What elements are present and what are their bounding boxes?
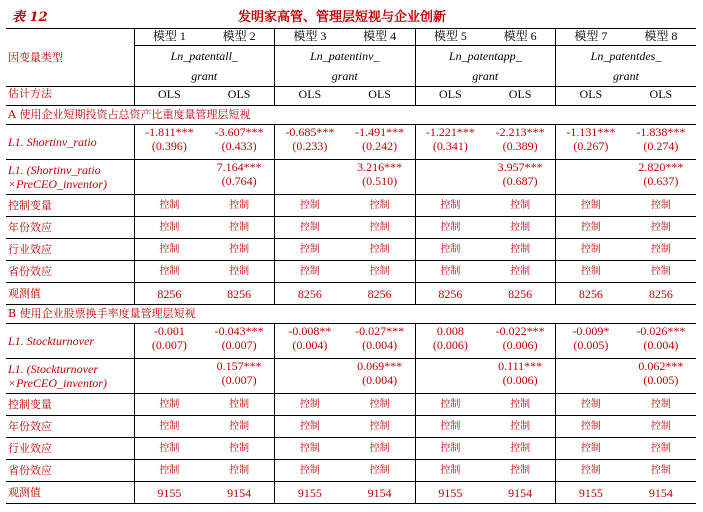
control-cell: 控制 — [485, 217, 555, 239]
control-cell: 控制 — [556, 460, 626, 482]
coef-cell — [134, 359, 204, 394]
coefficient: -1.131*** — [566, 125, 616, 139]
control-cell: 控制 — [556, 217, 626, 239]
std-error: (0.006) — [432, 338, 468, 352]
control-cell: 控制 — [345, 416, 415, 438]
coefficient: -0.022*** — [495, 324, 545, 338]
control-row — [6, 261, 696, 283]
control-cell: 控制 — [204, 239, 274, 261]
coef-cell — [275, 125, 345, 160]
dependent-var-line2: grant — [331, 69, 358, 83]
observations-cell: 9154 — [485, 482, 555, 504]
coef-cell — [485, 125, 555, 160]
method-cell: OLS — [626, 87, 696, 106]
control-cell: 控制 — [415, 217, 485, 239]
control-cell: 控制 — [626, 261, 696, 283]
method-label: 估计方法 — [6, 87, 134, 106]
control-cell: 控制 — [134, 394, 204, 416]
model-header: 模型 5 — [415, 29, 485, 46]
coef-cell — [556, 324, 626, 359]
control-cell: 控制 — [275, 195, 345, 217]
std-error: (0.510) — [362, 174, 398, 188]
std-error: (0.004) — [292, 338, 328, 352]
control-cell: 控制 — [345, 195, 415, 217]
coefficient: 3.216*** — [357, 160, 403, 174]
dependent-var-line1: Ln_patentapp_ — [448, 49, 522, 63]
model-header: 模型 3 — [275, 29, 345, 46]
coefficient: 0.069*** — [357, 359, 403, 373]
std-error: (0.341) — [432, 139, 468, 153]
coefficient: 7.164*** — [216, 160, 262, 174]
coefficient: -0.043*** — [214, 324, 264, 338]
std-error: (0.637) — [643, 174, 679, 188]
control-cell: 控制 — [134, 239, 204, 261]
control-cell: 控制 — [626, 416, 696, 438]
control-cell: 控制 — [134, 460, 204, 482]
method-cell: OLS — [345, 87, 415, 106]
observations-cell: 8256 — [275, 283, 345, 305]
method-cell: OLS — [275, 87, 345, 106]
control-cell: 控制 — [345, 217, 415, 239]
regression-table — [6, 28, 696, 504]
std-error: (0.396) — [151, 139, 187, 153]
control-cell: 控制 — [626, 394, 696, 416]
coef-cell — [415, 125, 485, 160]
control-cell: 控制 — [275, 460, 345, 482]
control-cell: 控制 — [556, 239, 626, 261]
control-label: 行业效应 — [6, 438, 134, 460]
control-cell: 控制 — [556, 394, 626, 416]
coef-cell — [134, 125, 204, 160]
observations-row — [6, 482, 696, 504]
dependent-var-cell — [415, 46, 556, 87]
control-cell: 控制 — [485, 261, 555, 283]
control-label: 省份效应 — [6, 460, 134, 482]
coef-cell — [204, 160, 274, 195]
observations-label: 观测值 — [6, 283, 134, 305]
coefficient: 0.157*** — [216, 359, 262, 373]
observations-cell: 8256 — [556, 283, 626, 305]
interaction-label-line2: ×PreCEO_inventor) — [8, 376, 107, 390]
coef-cell — [345, 324, 415, 359]
control-cell: 控制 — [415, 416, 485, 438]
std-error: (0.242) — [362, 139, 398, 153]
coefficient: 0.111*** — [498, 359, 543, 373]
coef-cell — [345, 160, 415, 195]
interaction-label-line2: ×PreCEO_inventor) — [8, 177, 107, 191]
panel-title-row — [6, 305, 696, 324]
control-row — [6, 438, 696, 460]
dependent-var-line2: grant — [191, 69, 218, 83]
std-error: (0.004) — [643, 338, 679, 352]
std-error: (0.007) — [221, 338, 257, 352]
control-row — [6, 416, 696, 438]
std-error: (0.007) — [221, 373, 257, 387]
control-label: 控制变量 — [6, 195, 134, 217]
control-cell: 控制 — [204, 394, 274, 416]
control-cell: 控制 — [485, 416, 555, 438]
table-caption — [0, 0, 703, 26]
coef-cell — [275, 324, 345, 359]
control-cell: 控制 — [485, 438, 555, 460]
control-cell: 控制 — [626, 195, 696, 217]
control-cell: 控制 — [134, 438, 204, 460]
coefficient: -0.009* — [572, 324, 610, 338]
observations-cell: 8256 — [204, 283, 274, 305]
coef-cell — [556, 359, 626, 394]
observations-label: 观测值 — [6, 482, 134, 504]
control-row — [6, 217, 696, 239]
model-header: 模型 7 — [556, 29, 626, 46]
std-error: (0.274) — [643, 139, 679, 153]
control-cell: 控制 — [275, 438, 345, 460]
coefficient: 3.957*** — [497, 160, 543, 174]
table-title: 发明家高管、管理层短视与企业创新 — [238, 10, 447, 25]
dependent-var-line2: grant — [612, 69, 639, 83]
coef-cell — [626, 359, 696, 394]
coef-cell — [275, 359, 345, 394]
control-cell: 控制 — [275, 239, 345, 261]
coef-cell — [556, 160, 626, 195]
control-cell: 控制 — [415, 261, 485, 283]
observations-cell: 9154 — [204, 482, 274, 504]
method-cell: OLS — [556, 87, 626, 106]
std-error: (0.004) — [362, 373, 398, 387]
std-error: (0.233) — [292, 139, 328, 153]
variable-label: L1. Shortinv_ratio — [6, 125, 134, 160]
observations-cell: 8256 — [485, 283, 555, 305]
std-error: (0.006) — [502, 373, 538, 387]
interaction-label-line1: L1. (Shortinv_ratio — [8, 163, 101, 177]
control-cell: 控制 — [134, 195, 204, 217]
method-row — [6, 87, 696, 106]
observations-cell: 9155 — [556, 482, 626, 504]
coef-cell — [134, 324, 204, 359]
std-error: (0.004) — [362, 338, 398, 352]
observations-cell: 9155 — [275, 482, 345, 504]
method-cell: OLS — [134, 87, 204, 106]
coefficient: -0.001 — [153, 324, 185, 338]
variable-label: L1. Stockturnover — [6, 324, 134, 359]
control-label: 行业效应 — [6, 239, 134, 261]
control-cell: 控制 — [275, 416, 345, 438]
observations-cell: 9155 — [134, 482, 204, 504]
method-cell: OLS — [415, 87, 485, 106]
coef-cell — [204, 359, 274, 394]
table-label: 表 12 — [12, 10, 48, 25]
dependent-var-cell — [275, 46, 416, 87]
coef-cell — [626, 125, 696, 160]
control-cell: 控制 — [415, 438, 485, 460]
interaction-row — [6, 359, 696, 394]
observations-cell: 8256 — [626, 283, 696, 305]
control-cell: 控制 — [204, 195, 274, 217]
interaction-label — [6, 160, 134, 195]
dependent-var-line1: Ln_patentinv_ — [310, 49, 380, 63]
model-header: 模型 1 — [134, 29, 204, 46]
control-row — [6, 239, 696, 261]
coef-cell — [204, 324, 274, 359]
control-cell: 控制 — [345, 460, 415, 482]
coefficient: -0.685*** — [285, 125, 335, 139]
control-cell: 控制 — [204, 217, 274, 239]
std-error: (0.764) — [221, 174, 257, 188]
panel-title-row — [6, 106, 696, 125]
coefficient: -3.607*** — [214, 125, 264, 139]
control-cell: 控制 — [345, 261, 415, 283]
control-row — [6, 394, 696, 416]
model-header-row — [6, 29, 696, 46]
control-cell: 控制 — [415, 460, 485, 482]
coefficient: 2.820*** — [638, 160, 684, 174]
observations-row — [6, 283, 696, 305]
observations-cell: 9154 — [626, 482, 696, 504]
std-error: (0.433) — [221, 139, 257, 153]
coefficient: -1.838*** — [636, 125, 686, 139]
control-label: 控制变量 — [6, 394, 134, 416]
dependent-var-line1: Ln_patentdes_ — [590, 49, 662, 63]
control-cell: 控制 — [626, 239, 696, 261]
coef-cell — [345, 125, 415, 160]
control-cell: 控制 — [275, 394, 345, 416]
control-cell: 控制 — [626, 217, 696, 239]
dependent-var-cell — [134, 46, 275, 87]
observations-cell: 9154 — [345, 482, 415, 504]
observations-cell: 9155 — [415, 482, 485, 504]
panel-title: A 使用企业短期投资占总资产比重度量管理层短视 — [6, 106, 696, 125]
coef-cell — [626, 160, 696, 195]
control-cell: 控制 — [345, 239, 415, 261]
control-cell: 控制 — [415, 239, 485, 261]
coef-cell — [415, 359, 485, 394]
dependent-var-line1: Ln_patentall_ — [170, 49, 238, 63]
control-cell: 控制 — [275, 217, 345, 239]
control-cell: 控制 — [345, 438, 415, 460]
observations-cell: 8256 — [134, 283, 204, 305]
coefficient: 0.008 — [436, 324, 464, 338]
coef-cell — [485, 359, 555, 394]
coef-cell — [415, 324, 485, 359]
dependent-var-cell — [556, 46, 697, 87]
coefficient: -0.026*** — [636, 324, 686, 338]
control-row — [6, 195, 696, 217]
model-header: 模型 4 — [345, 29, 415, 46]
model-header: 模型 6 — [485, 29, 555, 46]
header-blank-cell — [6, 29, 134, 87]
control-cell: 控制 — [415, 394, 485, 416]
control-cell: 控制 — [345, 394, 415, 416]
coefficient: -1.221*** — [425, 125, 475, 139]
control-cell: 控制 — [134, 217, 204, 239]
control-cell: 控制 — [556, 261, 626, 283]
observations-cell: 8256 — [345, 283, 415, 305]
control-cell: 控制 — [204, 261, 274, 283]
coef-row — [6, 125, 696, 160]
control-cell: 控制 — [626, 438, 696, 460]
interaction-row — [6, 160, 696, 195]
coefficient: 0.062*** — [638, 359, 684, 373]
panel-title: B 使用企业股票换手率度量管理层短视 — [6, 305, 696, 324]
coefficient: -1.811*** — [145, 125, 194, 139]
coef-cell — [485, 160, 555, 195]
method-cell: OLS — [485, 87, 555, 106]
control-cell: 控制 — [415, 195, 485, 217]
model-header: 模型 8 — [626, 29, 696, 46]
std-error: (0.389) — [502, 139, 538, 153]
control-row — [6, 460, 696, 482]
coefficient: -1.491*** — [355, 125, 405, 139]
control-cell: 控制 — [485, 394, 555, 416]
control-cell: 控制 — [134, 416, 204, 438]
coef-cell — [485, 324, 555, 359]
control-cell: 控制 — [556, 416, 626, 438]
control-cell: 控制 — [485, 239, 555, 261]
control-cell: 控制 — [556, 195, 626, 217]
observations-cell: 8256 — [415, 283, 485, 305]
method-cell: OLS — [204, 87, 274, 106]
std-error: (0.267) — [573, 139, 609, 153]
model-header: 模型 2 — [204, 29, 274, 46]
coef-cell — [556, 125, 626, 160]
std-error: (0.005) — [643, 373, 679, 387]
coef-cell — [345, 359, 415, 394]
coef-row — [6, 324, 696, 359]
std-error: (0.006) — [502, 338, 538, 352]
coef-cell — [626, 324, 696, 359]
control-cell: 控制 — [204, 438, 274, 460]
control-cell: 控制 — [485, 460, 555, 482]
control-cell: 控制 — [204, 416, 274, 438]
coefficient: -0.027*** — [355, 324, 405, 338]
interaction-label — [6, 359, 134, 394]
control-label: 年份效应 — [6, 416, 134, 438]
std-error: (0.005) — [573, 338, 609, 352]
coef-cell — [275, 160, 345, 195]
coefficient: -0.008** — [288, 324, 332, 338]
coef-cell — [204, 125, 274, 160]
dependent-var-line2: grant — [472, 69, 499, 83]
dv-row-label: 因变量类型 — [8, 50, 63, 64]
control-cell: 控制 — [204, 460, 274, 482]
std-error: (0.007) — [151, 338, 187, 352]
std-error: (0.687) — [502, 174, 538, 188]
coef-cell — [415, 160, 485, 195]
control-cell: 控制 — [134, 261, 204, 283]
control-label: 年份效应 — [6, 217, 134, 239]
control-cell: 控制 — [626, 460, 696, 482]
control-cell: 控制 — [556, 438, 626, 460]
coef-cell — [134, 160, 204, 195]
interaction-label-line1: L1. (Stockturnover — [8, 362, 98, 376]
coefficient: -2.213*** — [495, 125, 545, 139]
control-cell: 控制 — [275, 261, 345, 283]
control-cell: 控制 — [485, 195, 555, 217]
control-label: 省份效应 — [6, 261, 134, 283]
